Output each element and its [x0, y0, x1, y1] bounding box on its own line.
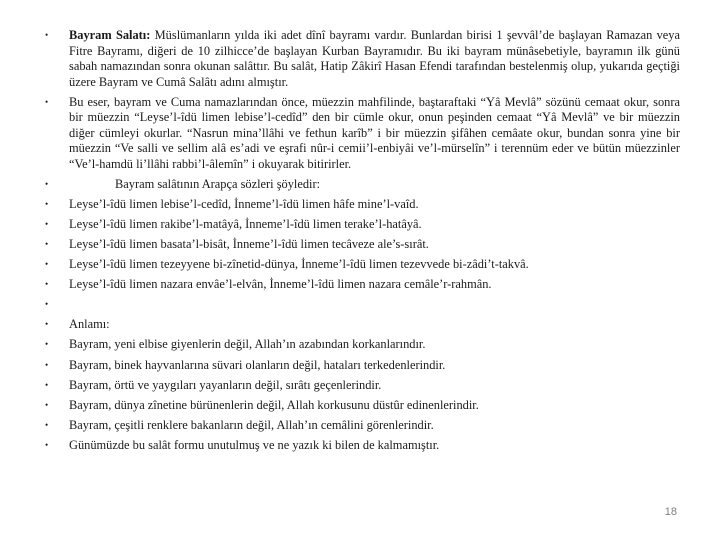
list-item [40, 257, 680, 273]
item-body: Leyse’l-îdü limen lebise’l-cedîd, İnneme’l-îdü limen hâfe mine’l-vaîd. [69, 196, 419, 211]
bullet-icon: • [45, 218, 49, 229]
list-item [40, 217, 680, 233]
list-item [40, 277, 680, 293]
item-body: Bayram, çeşitli renklere bakanların değil, Allah’ın cemâlini görenlerindir. [69, 417, 434, 432]
bullet-icon: • [45, 319, 49, 330]
list-item-text [69, 217, 422, 231]
bullet-icon: • [45, 299, 49, 310]
bullet-icon: • [45, 379, 49, 390]
item-body: Müslümanların yılda iki adet dînî bayramı vardır. Bunlardan birisi 1 şevvâl’de başlayan Ramazan veya Fitre Bayramı, diğeri de 10 zilhicce’de başlayan Kurban Bayramıdır. Bu iki bayram münâsebetiyle, bayramın ilk günü sabah namazından sonra okunan salâttır. Bu salât, Hatip Zâkirî Hasan Efendi tarafından bestelenmiş olup, yukarıda geçtiği üzere Bayram ve Cumâ Salâtı adını almıştır. [69, 28, 680, 89]
list-item [40, 378, 680, 394]
list-item [40, 237, 680, 253]
bullet-icon: • [45, 30, 49, 40]
list-item [40, 197, 680, 213]
bullet-icon: • [45, 419, 49, 430]
list-item-text [69, 317, 110, 331]
item-body: Leyse’l-îdü limen nazara envâe’l-elvân, İnneme’l-îdü limen nazara cemâle’r-rahmân. [69, 277, 492, 292]
bullet-icon: • [45, 339, 49, 350]
item-body: Bayram, örtü ve yaygıları yayanların değil, sırâtı geçenlerindir. [69, 377, 382, 392]
list-item-text [69, 28, 680, 89]
list-item-text [69, 378, 381, 392]
list-item [40, 358, 680, 374]
list-item [40, 438, 680, 454]
list-item-text [69, 277, 492, 291]
item-body: Leyse’l-îdü limen rakibe’l-matâyâ, İnneme’l-îdü limen terake’l-hatâyâ. [69, 216, 422, 231]
bullet-icon: • [45, 198, 49, 209]
bullet-icon: • [45, 238, 49, 249]
list-item-text [69, 398, 479, 412]
item-body: Bu eser, bayram ve Cuma namazlarından önce, müezzin mahfilinde, baştaraftaki “Yâ Mevlâ” sözünü cemaat okur, sonra bir müezzin “Leyse’l-îdü limen lebise’l-cedîd” den bir cümle okur, onun peşinden cemaat “Yâ Mevlâ” ve bir müezzin diğer cümleyi okurlar. “Nasrun mina’llâhi ve fethun karîb” i bir müezzin şifâhen cemâate okur, bundan sonra yine bir müezzin “Ve salli ve sellim alâ es’adi ve eşrafi nûr-i cemii’l-enbiyâi ve’l-mürselîn” i terennüm eder ve bütün müezzinler “Ve’l-hamdü li’llâhi rabbi’l-âlemîn” i okuyarak bitirirler. [69, 94, 680, 171]
page-number: 18 [664, 506, 677, 518]
item-body: Bayram salâtının Arapça sözleri şöyledir: [115, 176, 321, 191]
item-body: Anlamı: [69, 317, 110, 332]
item-body: Bayram, dünya zînetine bürünenlerin değil, Allah korkusunu düstûr edinenlerindir. [69, 397, 479, 412]
list-item-text [69, 197, 419, 211]
bullet-list [40, 28, 680, 458]
list-item-text [69, 337, 425, 351]
list-item [40, 317, 680, 333]
item-body: Leyse’l-îdü limen tezeyyene bi-zînetid-dünya, İnneme’l-îdü limen tezevvede bi-zâdi’t-takvâ. [69, 257, 529, 272]
list-item-text [69, 177, 320, 191]
list-item-text [69, 438, 439, 452]
bullet-icon: • [45, 178, 49, 189]
bullet-icon: • [45, 359, 49, 370]
list-item-text [69, 95, 680, 171]
list-item [40, 398, 680, 414]
bullet-icon: • [45, 96, 49, 107]
list-item [40, 418, 680, 434]
list-item [40, 28, 680, 90]
list-item [40, 337, 680, 353]
item-body: Bayram, yeni elbise giyenlerin değil, Allah’ın azabından korkanlarındır. [69, 337, 426, 352]
term-label: Bayram Salatı: [69, 28, 151, 42]
bullet-icon: • [45, 259, 49, 270]
list-item-text [69, 237, 429, 251]
list-item-text [69, 418, 434, 432]
item-body: Leyse’l-îdü limen basata’l-bisât, İnneme’l-îdü limen tecâveze ale’s-sırât. [69, 236, 429, 251]
bullet-icon: • [45, 399, 49, 410]
list-item-text [69, 257, 529, 271]
list-item-text [69, 358, 445, 372]
bullet-icon: • [45, 279, 49, 290]
item-body: Günümüzde bu salât formu unutulmuş ve ne yazık ki bilen de kalmamıştır. [69, 437, 440, 452]
item-body: Bayram, binek hayvanlarına süvari olanların değil, hataları terkedenlerindir. [69, 357, 446, 372]
list-item [40, 177, 680, 193]
list-item [40, 95, 680, 173]
list-item [40, 297, 680, 313]
bullet-icon: • [45, 439, 49, 450]
